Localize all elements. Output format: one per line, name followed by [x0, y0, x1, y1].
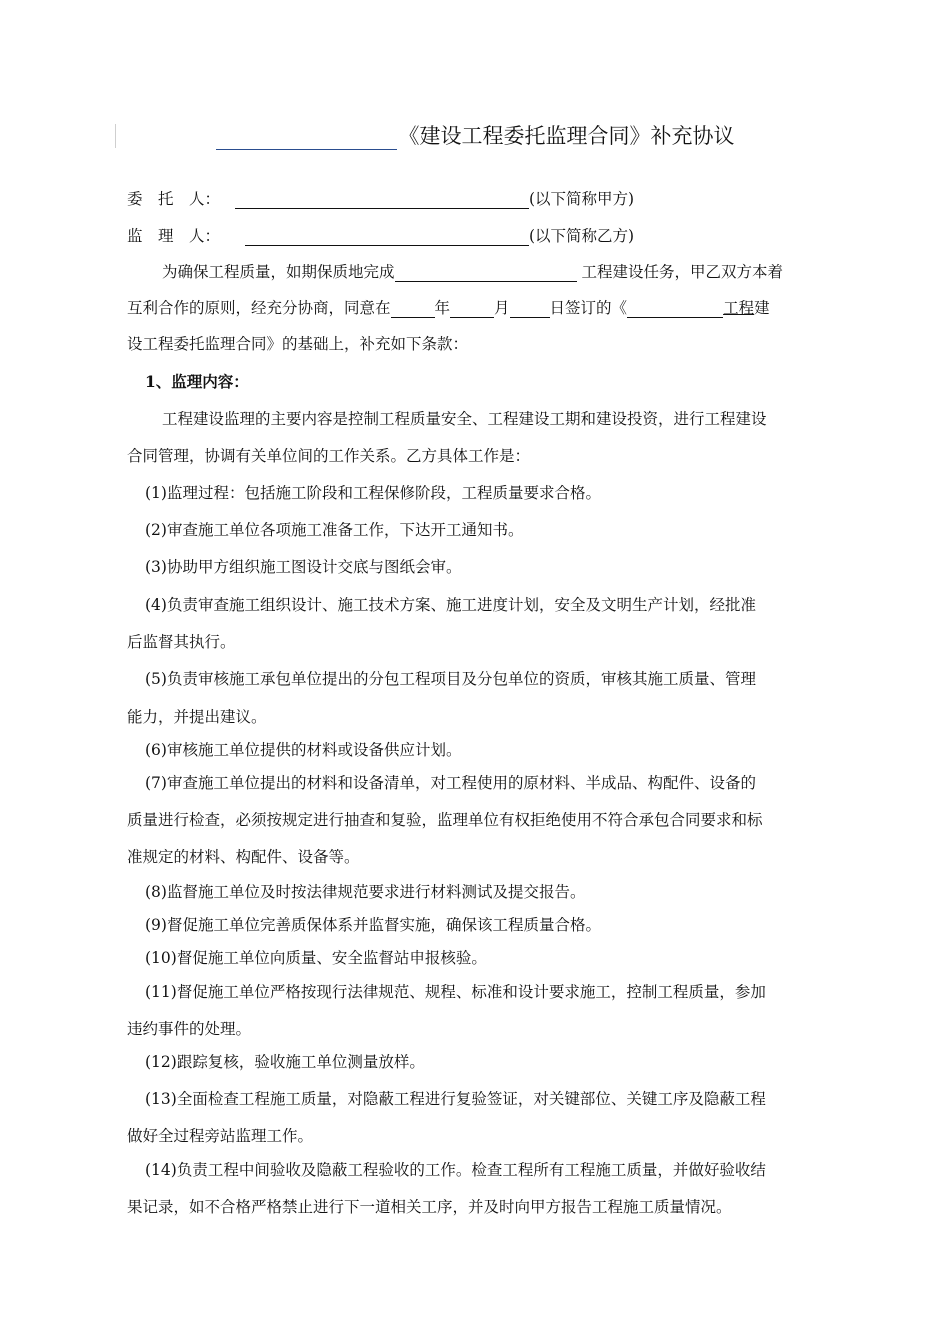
item-14-line-1: (14)负责工程中间验收及隐蔽工程验收的工作。检查工程所有工程施工质量，并做好验收结: [145, 1161, 766, 1179]
client-label: 委 托 人：: [127, 190, 221, 208]
supervisor-blank[interactable]: [245, 227, 529, 246]
item-11-line-2: 违约事件的处理。: [127, 1020, 252, 1038]
title-blank[interactable]: [216, 127, 397, 150]
intro-text-2: 工程建设任务，甲乙双方本着: [576, 263, 783, 281]
item-7-line-3: 准规定的材料、构配件、设备等。: [127, 848, 360, 866]
intro-text-1: 为确保工程质量，如期保质地完成: [162, 263, 395, 281]
item-5-line-2: 能力，并提出建议。: [127, 708, 267, 726]
overview-line-1: 工程建设监理的主要内容是控制工程质量安全、工程建设工期和建设投资，进行工程建设: [162, 410, 767, 428]
intro-line-1: [162, 260, 783, 282]
item-7-line-2: 质量进行检查，必须按规定进行抽查和复验，监理单位有权拒绝使用不符合承包合同要求和标: [127, 811, 763, 829]
contract-name-blank[interactable]: [627, 299, 723, 318]
day-blank[interactable]: [510, 299, 550, 318]
item-13-line-2: 做好全过程旁站监理工作。: [127, 1127, 314, 1145]
supervisor-label: 监 理 人：: [127, 227, 221, 245]
section-heading: 1、监理内容：: [145, 372, 249, 391]
item-9: (9)督促施工单位完善质保体系并监督实施，确保该工程质量合格。: [145, 916, 601, 934]
item-10: (10)督促施工单位向质量、安全监督站申报核验。: [145, 949, 487, 967]
intro-text-3: 互利合作的原则，经充分协商，同意在: [127, 299, 391, 317]
item-13-line-1: (13)全面检查工程施工质量，对隐蔽工程进行复验签证，对关键部位、关键工序及隐蔽工程: [145, 1090, 766, 1108]
title-text: 《建设工程委托监理合同》补充协议: [398, 124, 735, 148]
item-1: (1)监理过程：包括施工阶段和工程保修阶段，工程质量要求合格。: [145, 484, 601, 502]
item-4-line-1: (4)负责审查施工组织设计、施工技术方案、施工进度计划，安全及文明生产计划，经批准: [145, 596, 756, 614]
supervisor-line: [127, 224, 634, 246]
month-blank[interactable]: [450, 299, 494, 318]
item-14-line-2: 果记录，如不合格严格禁止进行下一道相关工序，并及时向甲方报告工程施工质量情况。: [127, 1198, 732, 1216]
item-12: (12)跟踪复核，验收施工单位测量放样。: [145, 1053, 425, 1071]
item-4-line-2: 后监督其执行。: [127, 633, 236, 651]
year-label: 年: [434, 299, 451, 317]
intro-line-3: 设工程委托监理合同》的基础上，补充如下条款：: [127, 335, 469, 353]
item-3: (3)协助甲方组织施工图设计交底与图纸会审。: [145, 558, 462, 576]
item-2: (2)审查施工单位各项施工准备工作，下达开工通知书。: [145, 521, 524, 539]
client-line: [127, 187, 634, 209]
item-7-line-1: (7)审查施工单位提出的材料和设备清单，对工程使用的原材料、半成品、构配件、设备的: [145, 774, 756, 792]
page-title: [0, 120, 950, 150]
item-11-line-1: (11)督促施工单位严格按现行法律规范、规程、标准和设计要求施工，控制工程质量，参加: [145, 983, 766, 1001]
client-blank[interactable]: [235, 190, 529, 209]
intro-text-4: 建: [754, 299, 770, 317]
month-label: 月: [494, 299, 510, 317]
day-label: 日签订的《: [549, 299, 628, 317]
item-8: (8)监督施工单位及时按法律规范要求进行材料测试及提交报告。: [145, 883, 586, 901]
item-6: (6)审核施工单位提供的材料或设备供应计划。: [145, 741, 462, 759]
engineering-word: 工程: [723, 299, 755, 317]
supervisor-suffix: (以下简称乙方): [529, 227, 635, 245]
client-suffix: (以下简称甲方): [529, 190, 635, 208]
overview-line-2: 合同管理，协调有关单位间的工作关系。乙方具体工作是：: [127, 447, 531, 465]
year-blank[interactable]: [391, 299, 435, 318]
intro-line-2: [127, 296, 770, 318]
item-5-line-1: (5)负责审核施工承包单位提出的分包工程项目及分包单位的资质，审核其施工质量、管理: [145, 670, 756, 688]
project-name-blank[interactable]: [395, 263, 577, 282]
